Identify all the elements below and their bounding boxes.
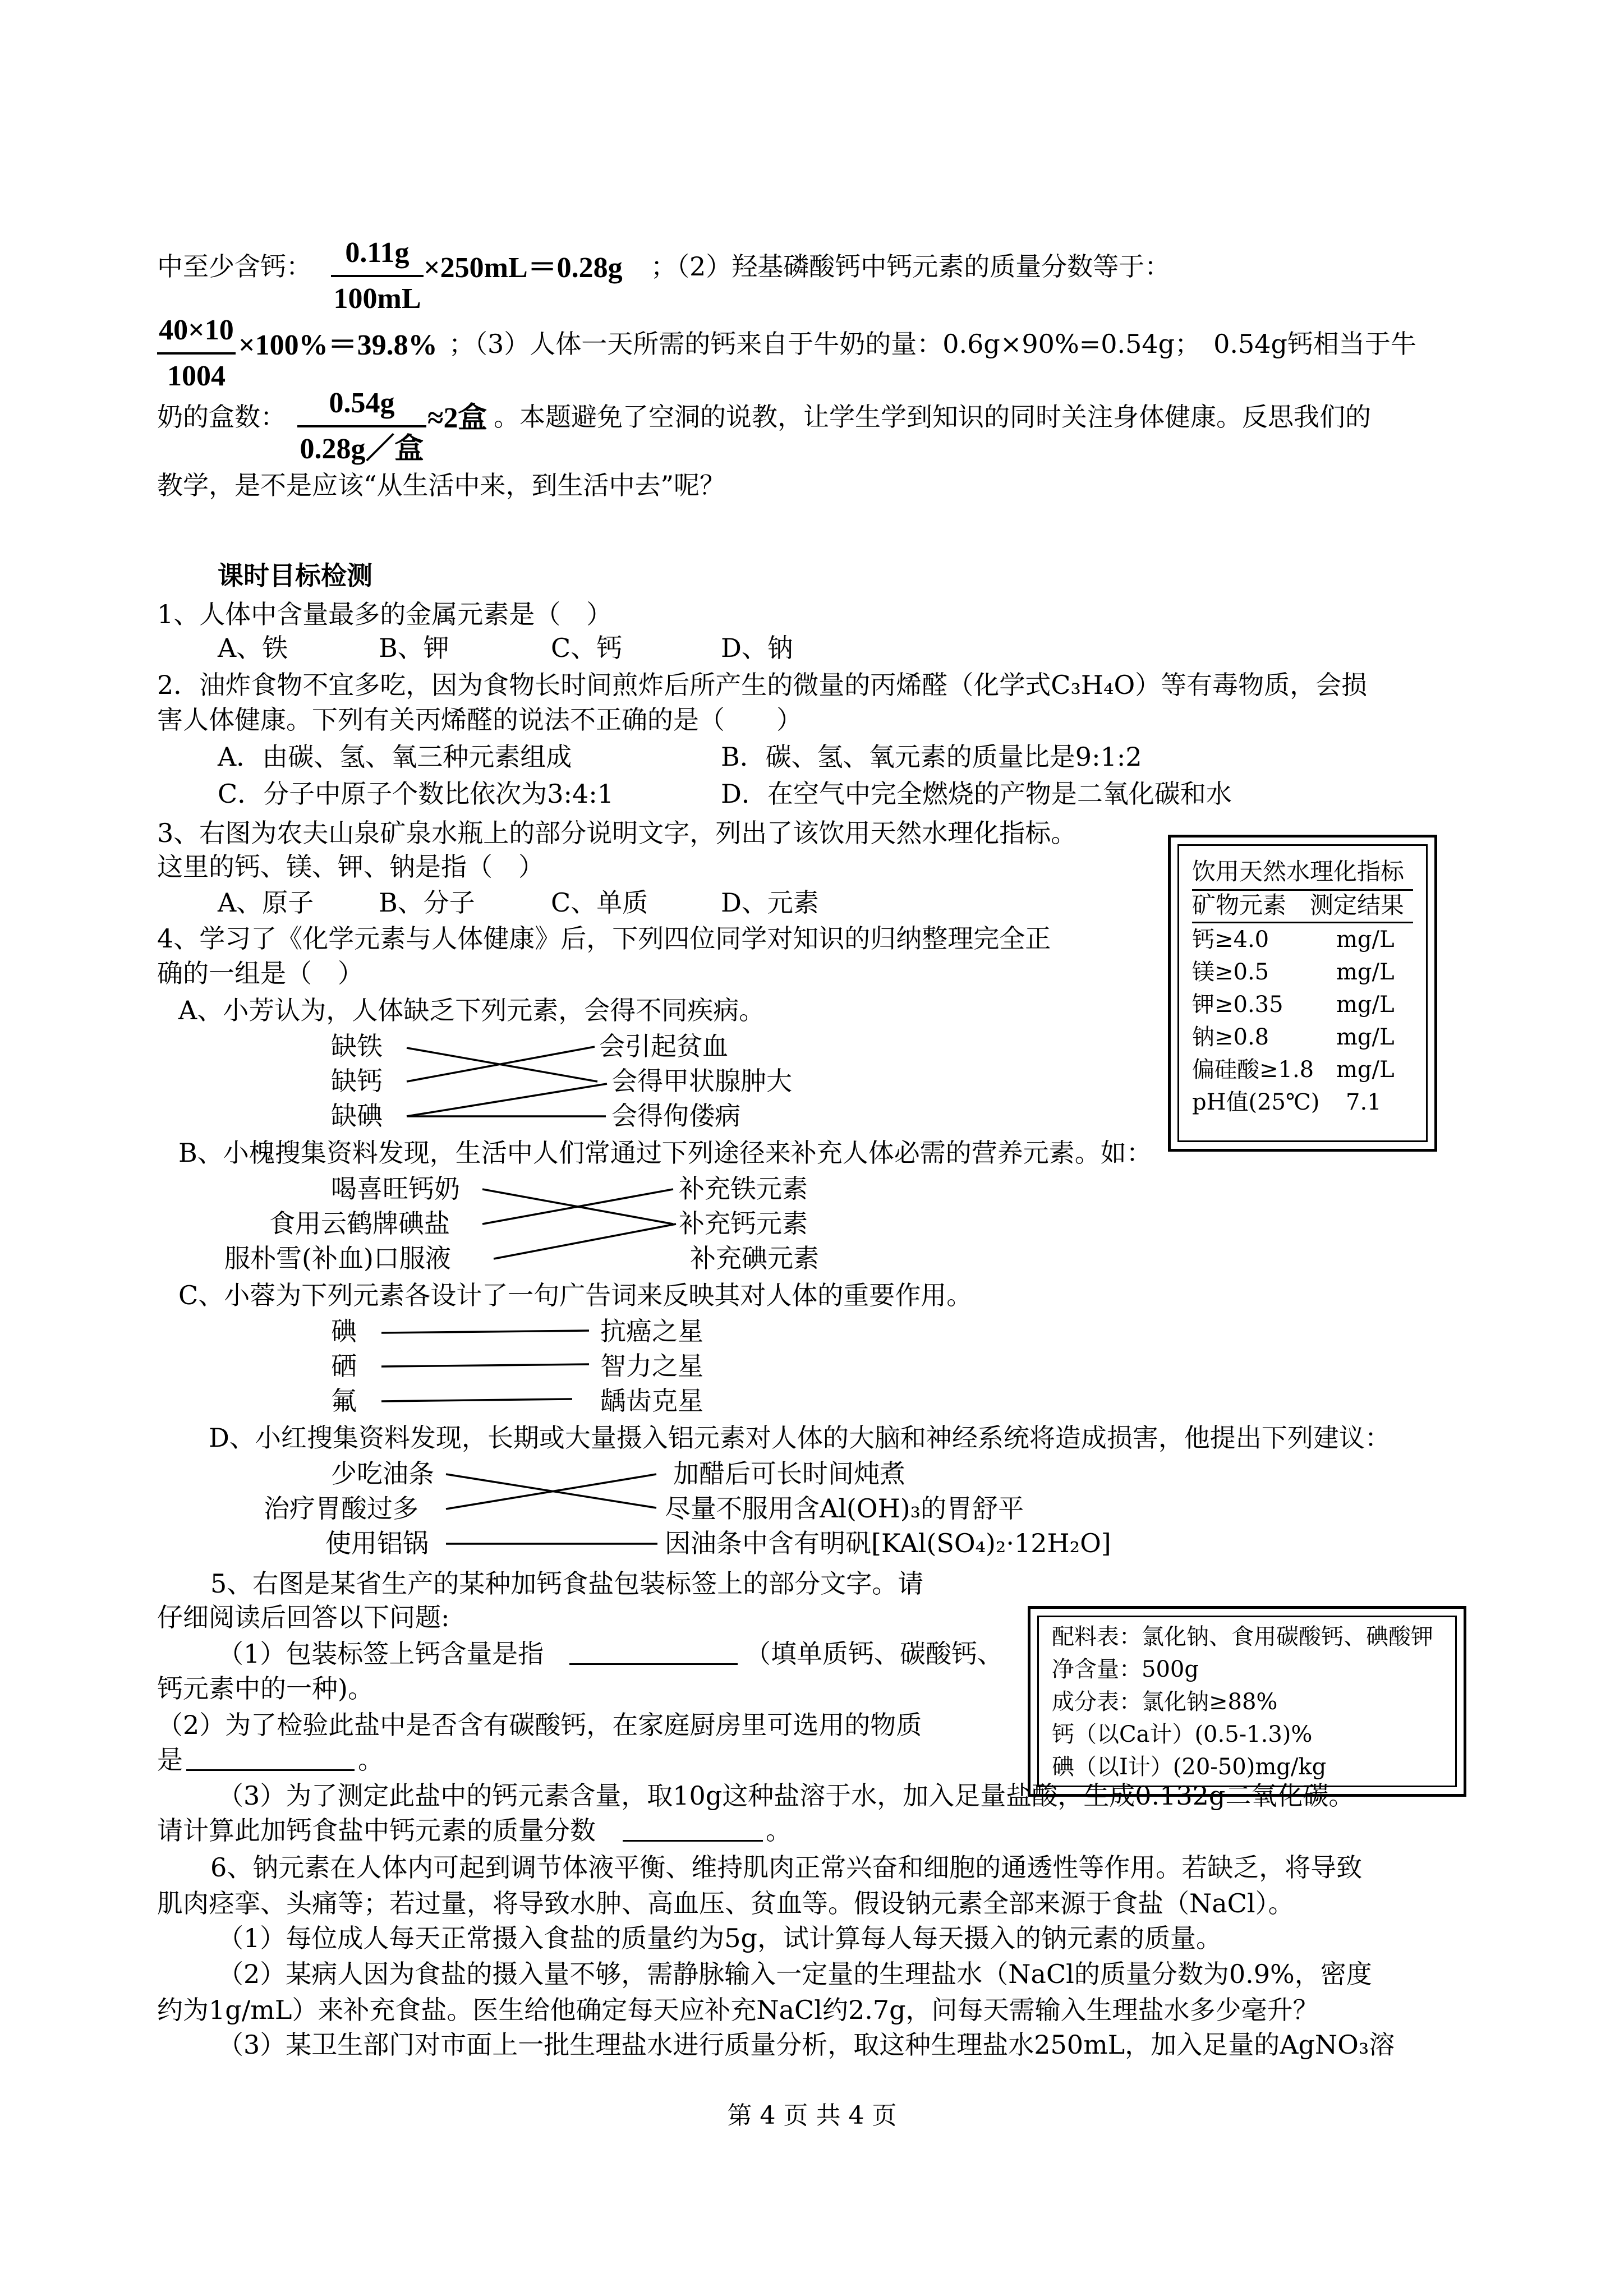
q4-d-right-1: 加醋后可长时间炖煮 <box>673 1458 905 1489</box>
q4-a-right-3: 会得佝偻病 <box>611 1101 740 1131</box>
q4-a-right-1: 会引起贫血 <box>599 1031 728 1061</box>
salt-label-iodine: 碘（以I计）(20-50)mg/kg <box>1052 1754 1327 1780</box>
q4-c-left-3: 氟 <box>331 1386 357 1416</box>
q4-d-left-2: 治疗胃酸过多 <box>264 1493 418 1524</box>
fraction-denominator: 1004 <box>167 360 226 392</box>
salt-label-net-content: 净含量：500g <box>1052 1657 1199 1682</box>
para1-line3-equation: ≈2盒 <box>427 402 487 434</box>
q5-line4: 钙元素中的一种)。 <box>157 1673 374 1704</box>
salt-label-calcium: 钙（以Ca计）(0.5-1.3)% <box>1052 1722 1313 1747</box>
water-row-ph: pH值(25℃) <box>1192 1089 1320 1115</box>
q4-a-left-3: 缺碘 <box>331 1101 383 1131</box>
q4-b-right-3: 补充碘元素 <box>690 1243 819 1273</box>
q4-a-intro: A、小芳认为，人体缺乏下列元素，会得不同疾病。 <box>178 995 765 1025</box>
page-footer: 第 4 页 共 4 页 <box>727 2101 897 2130</box>
q3-option-c: C、单质 <box>551 887 648 918</box>
q5-line2: 仔细阅读后回答以下问题: <box>157 1602 450 1632</box>
fraction-mass-ratio <box>157 314 236 392</box>
q4-c-left-2: 硒 <box>331 1351 357 1381</box>
water-row-calcium-unit: mg/L <box>1336 927 1395 953</box>
section-title: 课时目标检测 <box>218 560 372 591</box>
q4-b-right-1: 补充铁元素 <box>679 1174 808 1204</box>
q2-option-b: B．碳、氢、氧元素的质量比是9:1:2 <box>721 742 1142 772</box>
q4-c-right-1: 抗癌之星 <box>600 1316 703 1346</box>
q3-line1: 3、右图为农夫山泉矿泉水瓶上的部分说明文字，列出了该饮用天然水理化指标。 <box>157 818 1077 848</box>
q5-q1-prefix: （1）包装标签上钙含量是指 <box>218 1639 544 1669</box>
fraction-numerator: 40×10 <box>159 314 234 346</box>
fraction-numerator: 0.54g <box>329 387 395 419</box>
fraction-numerator: 0.11g <box>345 237 410 269</box>
q5-line8-suffix: 。 <box>766 1815 792 1846</box>
q3-line2: 这里的钙、镁、钾、钠是指（ ） <box>157 852 544 882</box>
salt-label-ingredients: 配料表：氯化钠、食用碳酸钙、碘酸钾 <box>1052 1624 1433 1650</box>
para1-line3-prefix: 奶的盒数： <box>157 402 286 432</box>
q5-line6-prefix: 是 <box>157 1745 183 1775</box>
q6-line1: 6、钠元素在人体内可起到调节体液平衡、维持肌肉正常兴奋和细胞的通透性等作用。若缺乏，将导致 <box>210 1852 1363 1883</box>
fraction-calcium-per-ml <box>331 237 424 315</box>
q2-line1: 2．油炸食物不宜多吃，因为食物长时间煎炸后所产生的微量的丙烯醛（化学式C₃H₄O）等有毒物质，会损 <box>157 670 1368 700</box>
water-row-potassium-unit: mg/L <box>1336 992 1395 1018</box>
para1-line2-suffix: ；（3）人体一天所需的钙来自于牛奶的量：0.6g×90%=0.54g； 0.54g钙相当于牛 <box>449 329 1416 359</box>
q1-option-b: B、钾 <box>379 633 449 663</box>
q4-d-right-2: 尽量不服用含Al(OH)₃的胃舒平 <box>665 1493 1024 1524</box>
q4-a-right-2: 会得甲状腺肿大 <box>611 1066 792 1096</box>
water-row-magnesium: 镁≥0.5 <box>1192 959 1269 985</box>
q3-option-a: A、原子 <box>218 887 314 918</box>
q2-line2: 害人体健康。下列有关丙烯醛的说法不正确的是（ ） <box>157 705 802 735</box>
q4-b-intro: B、小槐搜集资料发现，生活中人们常通过下列途径来补充人体必需的营养元素。如： <box>178 1138 1152 1168</box>
water-row-metasilicic-acid-unit: mg/L <box>1336 1057 1395 1083</box>
q5-blank-2[interactable] <box>186 1769 355 1771</box>
q5-line6-suffix: 。 <box>358 1745 384 1775</box>
q4-b-left-3: 服朴雪(补血)口服液 <box>224 1243 451 1273</box>
water-row-calcium: 钙≥4.0 <box>1192 927 1269 953</box>
q6-line2: 肌肉痉挛、头痛等；若过量，将导致水肿、高血压、贫血等。假设钠元素全部来源于食盐（NaCl）。 <box>157 1888 1294 1918</box>
q1-option-c: C、钙 <box>551 633 623 663</box>
para1-line4: 教学，是不是应该“从生活中来，到生活中去”呢？ <box>157 470 726 500</box>
q4-a-left-2: 缺钙 <box>331 1066 383 1096</box>
q1-stem: 1、人体中含量最多的金属元素是（ ） <box>157 599 613 629</box>
para1-line1-prefix: 中至少含钙： <box>157 251 312 282</box>
q2-option-d: D．在空气中完全燃烧的产物是二氧化碳和水 <box>721 779 1232 809</box>
q4-d-left-3: 使用铝锅 <box>325 1528 429 1558</box>
fraction-denominator: 0.28g／盒 <box>300 433 424 465</box>
water-row-magnesium-unit: mg/L <box>1336 959 1395 985</box>
para1-line1-equation: ×250mL＝0.28g <box>424 252 623 284</box>
q6-part3: （3）某卫生部门对市面上一批生理盐水进行质量分析，取这种生理盐水250mL，加入足量的AgNO₃溶 <box>218 2030 1395 2060</box>
q1-option-d: D、钠 <box>721 633 793 663</box>
para1-line2-equation: ×100%＝39.8% <box>238 329 438 361</box>
salt-label-box <box>1028 1606 1466 1797</box>
salt-label-composition: 成分表：氯化钠≥88% <box>1052 1689 1278 1715</box>
water-row-potassium: 钾≥0.35 <box>1192 992 1283 1018</box>
q4-c-left-1: 碘 <box>331 1316 357 1346</box>
para1-line1-suffix: ；（2）羟基磷酸钙中钙元素的质量分数等于： <box>651 251 1171 282</box>
q5-line5: （2）为了检验此盐中是否含有碳酸钙，在家庭厨房里可选用的物质 <box>157 1710 922 1740</box>
water-row-sodium: 钠≥0.8 <box>1192 1024 1269 1050</box>
water-table-title: 饮用天然水理化指标 <box>1192 858 1405 885</box>
q4-a-left-1: 缺铁 <box>331 1031 383 1061</box>
para1-line3-suffix: 。本题避免了空洞的说教，让学生学到知识的同时关注身体健康。反思我们的 <box>494 402 1371 432</box>
q2-option-a: A．由碳、氢、氧三种元素组成 <box>218 742 572 772</box>
water-row-ph-value: 7.1 <box>1346 1089 1382 1115</box>
q5-line1: 5、右图是某省生产的某种加钙食盐包装标签上的部分文字。请 <box>210 1568 924 1599</box>
q3-option-b: B、分子 <box>379 887 475 918</box>
q4-line2: 确的一组是（ ） <box>157 958 364 988</box>
fraction-denominator: 100mL <box>333 283 421 315</box>
water-indicator-table <box>1168 835 1437 1152</box>
q4-b-left-1: 喝喜旺钙奶 <box>331 1174 460 1204</box>
q5-q1-suffix: （填单质钙、碳酸钙、 <box>745 1639 1003 1669</box>
matching-connector-line <box>494 1224 676 1259</box>
q5-line7: （3）为了测定此盐中的钙元素含量，取10g这种盐溶于水，加入足量盐酸，生成0.132g二氧化碳。 <box>218 1780 1355 1811</box>
q4-b-left-2: 食用云鹤牌碘盐 <box>269 1208 450 1239</box>
q4-c-intro: C、小蓉为下列元素各设计了一句广告词来反映其对人体的重要作用。 <box>178 1280 973 1310</box>
water-row-metasilicic-acid: 偏硅酸≥1.8 <box>1192 1057 1314 1083</box>
fraction-box-count <box>297 387 426 465</box>
q6-part2-line2: 约为1g/mL）来补充食盐。医生给他确定每天应补充NaCl约2.7g，问每天需输入生理盐水多少毫升？ <box>157 1995 1319 2025</box>
q1-option-a: A、铁 <box>218 633 288 663</box>
q6-part1: （1）每位成人每天正常摄入食盐的质量约为5g，试计算每人每天摄入的钠元素的质量。 <box>218 1923 1222 1953</box>
matching-connector-line <box>407 1084 607 1116</box>
water-row-sodium-unit: mg/L <box>1336 1024 1395 1050</box>
q3-option-d: D、元素 <box>721 887 819 918</box>
q4-d-left-1: 少吃油条 <box>331 1458 434 1489</box>
q5-blank-1[interactable] <box>569 1663 738 1665</box>
q4-d-right-3: 因油条中含有明矾[KAl(SO₄)₂·12H₂O] <box>665 1528 1111 1558</box>
q4-c-right-3: 龋齿克星 <box>600 1386 703 1416</box>
q4-d-intro: D、小红搜集资料发现，长期或大量摄入铝元素对人体的大脑和神经系统将造成损害，他提出下列建议： <box>209 1423 1391 1453</box>
q4-b-right-2: 补充钙元素 <box>679 1208 808 1239</box>
q2-option-c: C．分子中原子个数比依次为3:4:1 <box>218 779 614 809</box>
q5-blank-3[interactable] <box>623 1840 763 1842</box>
line-a-iron-to-anemia-cross <box>407 1048 597 1082</box>
water-table-header: 矿物元素 测定结果 <box>1192 891 1405 919</box>
q6-part2-line1: （2）某病人因为食盐的摄入量不够，需静脉输入一定量的生理盐水（NaCl的质量分数为0.9%，密度 <box>218 1959 1372 1989</box>
q5-line8-prefix: 请计算此加钙食盐中钙元素的质量分数 <box>157 1815 596 1846</box>
q4-c-right-2: 智力之星 <box>600 1351 703 1381</box>
q4-line1: 4、学习了《化学元素与人体健康》后，下列四位同学对知识的归纳整理完全正 <box>157 923 1051 954</box>
